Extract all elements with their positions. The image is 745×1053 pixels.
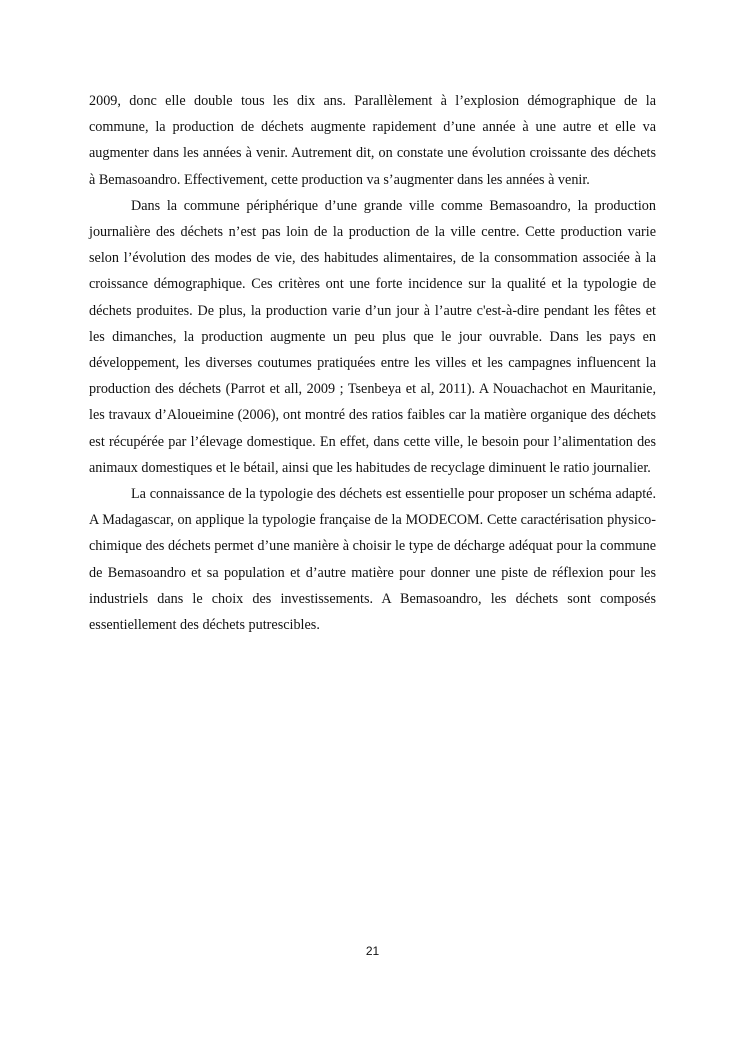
paragraph-production: Dans la commune périphérique d’une grande ville comme Bemasoandro, la production journalière des déchets n’est pas loin de la production de la ville centre. Cette production varie selon l’évolution des modes de vie, des habitudes alimentaires, de la consommation associée à la croissance démographique. Ces critères ont une forte incidence sur la qualité et la typologie de déchets produites. De plus, la production varie d’un jour à l’autre c'est-à-dire pendant les fêtes et les dimanches, la production augmente un peu plus que le jour ouvrable. Dans les pays en développement, les diverses coutumes pratiquées entre les villes et les campagnes influencent la production des déchets (Parrot et all, 2009 ; Tsenbeya et al, 2011). A Nouachachot en Mauritanie, les travaux d’Aloueimine (2006), ont montré des ratios faibles car la matière organique des déchets est récupérée par l’élevage domestique. En effet, dans cette ville, le besoin pour l’alimentation des animaux domestiques et le bétail, ainsi que les habitudes de recyclage diminuent le ratio journalier.: [89, 197, 656, 476]
body-text: [89, 88, 656, 638]
paragraph-typologie: La connaissance de la typologie des déchets est essentielle pour proposer un schéma adapté. A Madagascar, on applique la typologie française de la MODECOM. Cette caractérisation physico-chimique des déchets permet d’une manière à choisir le type de décharge adéquat pour la commune de Bemasoandro et sa population et d’autre matière pour donner une piste de réflexion pour les industriels dans le choix des investissements. A Bemasoandro, les déchets sont composés essentiellement des déchets putrescibles.: [89, 486, 656, 634]
paragraph-continuation: 2009, donc elle double tous les dix ans. Parallèlement à l’explosion démographique de la commune, la production de déchets augmente rapidement d’une année à une autre et elle va augmenter dans les années à venir. Autrement dit, on constate une évolution croissante des déchets à Bemasoandro. Effectivement, cette production va s’augmenter dans les années à venir.: [89, 93, 656, 188]
page-number: 21: [365, 944, 380, 958]
